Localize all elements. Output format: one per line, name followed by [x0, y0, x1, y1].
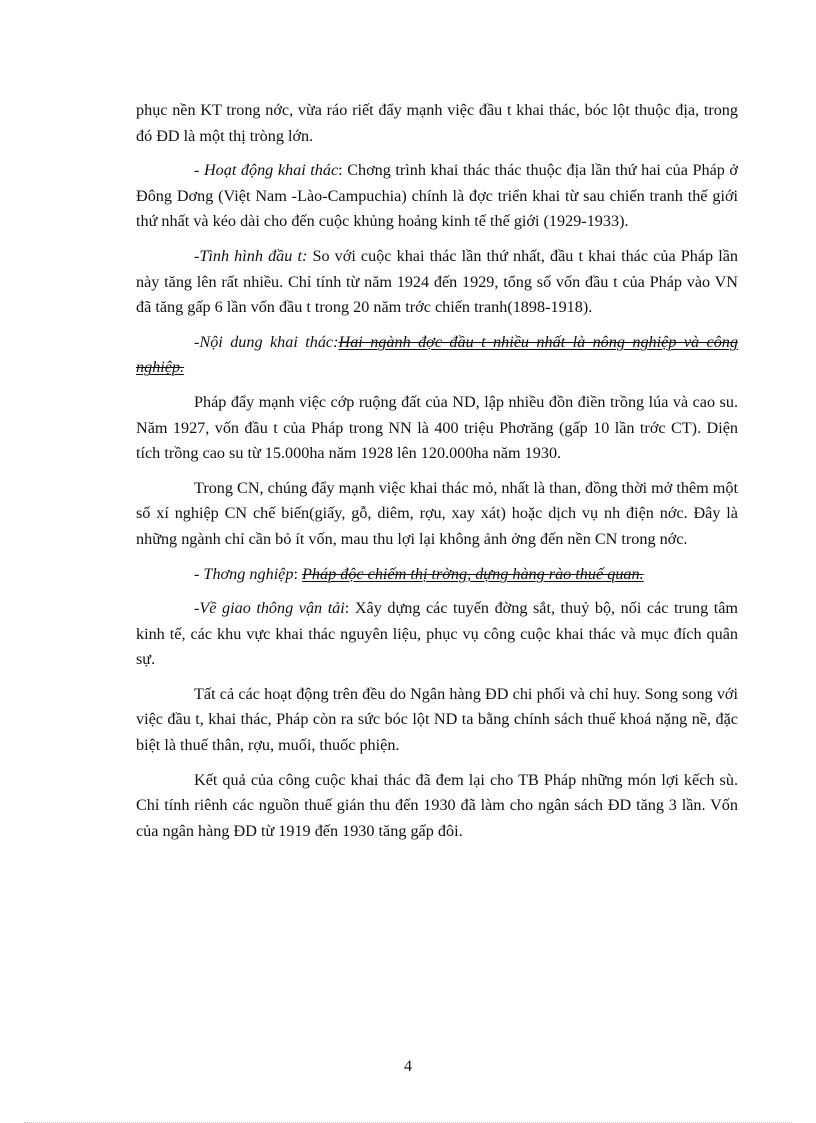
paragraph-tinh-hinh	[136, 244, 738, 321]
section-label: -Nội dung khai thác:	[194, 332, 339, 351]
paragraph-text: So với cuộc khai thác lần thứ nhất, đầu t khai thác của Pháp lần này tăng lên rất nhiều. Chỉ tính từ năm 1924 đến 1929, tổng số vốn đầu t của Pháp vào VN đã tăng gấp 6 lần vốn đầu t trong 20 năm trớc chiến tranh(1898-1918).	[136, 246, 738, 317]
paragraph-cong-nghiep	[136, 476, 738, 553]
paragraph-noi-dung	[136, 330, 738, 381]
paragraph-nong-nghiep	[136, 390, 738, 467]
underlined-text: Hai ngành đợc đầu t nhiều nhất là nông nghiệp và công nghiệp.	[136, 332, 738, 377]
paragraph-text: Tất cả các hoạt động trên đều do Ngân hàng ĐD chi phối và chỉ huy. Song song với việc đầu t, khai thác, Pháp còn ra sức bóc lột ND ta bằng chính sách thuế khoá nặng nề, đặc biệt là thuế thân, rợu, muối, thuốc phiện.	[136, 684, 738, 755]
paragraph-ngan-hang	[136, 682, 738, 759]
paragraph-text: : Xây dựng các tuyến đờng sắt, thuỷ bộ, nối các trung tâm kinh tế, các khu vực khai thác nguyên liệu, phục vụ công cuộc khai thác và mục đích quân sự.	[136, 599, 738, 669]
paragraph-thuong-nghiep	[136, 562, 738, 588]
paragraph-text: Kết quả của công cuộc khai thác đã đem lại cho TB Pháp những món lợi kếch sù. Chỉ tính riênh các nguồn thuế gián thu đến 1930 đã làm cho ngân sách ĐD tăng 3 lần. Vốn của ngân hàng ĐD từ 1919 đến 1930 tăng gấp đôi.	[136, 770, 738, 840]
document-body	[136, 98, 738, 853]
paragraph-text: :	[293, 564, 303, 583]
section-label: - Thơng nghiệp	[194, 564, 294, 583]
paragraph-hoat-dong	[136, 158, 738, 235]
paragraph-text: Trong CN, chúng đẩy mạnh việc khai thác mỏ, nhất là than, đồng thời mở thêm một số xí nghiệp CN chế biến(giấy, gỗ, diêm, rợu, xay xát) hoặc dịch vụ nh điện nớc. Đây là những ngành chỉ cần bỏ ít vốn, mau thu lợi lại không ảnh ởng đến nền CN trong nớc.	[136, 478, 738, 548]
paragraph-ket-qua	[136, 768, 738, 845]
section-label: -Tình hình đầu t:	[194, 246, 308, 265]
paragraph-intro	[136, 98, 738, 149]
paragraph-text: Pháp đẩy mạnh việc cớp ruộng đất của ND, lập nhiều đồn điền trồng lúa và cao su. Năm 1927, vốn đầu t của Pháp trong NN là 400 triệu Phơrăng (gấp 10 lần trớc CT). Diện tích trồng cao su từ 15.000ha năm 1928 lên 120.000ha năm 1930.	[136, 392, 738, 463]
underlined-text: Pháp độc chiếm thị trờng, dựng hàng rào thuế quan.	[302, 564, 644, 583]
paragraph-text: phục nền KT trong nớc, vừa ráo riết đẩy mạnh việc đầu t khai thác, bóc lột thuộc địa, trong đó ĐD là một thị tròng lớn.	[136, 101, 738, 145]
section-label: -Về giao thông vận tải	[194, 599, 345, 618]
paragraph-giao-thong	[136, 596, 738, 673]
page-number: 4	[404, 1058, 412, 1075]
section-label: - Hoạt động khai thác	[194, 161, 339, 180]
paragraph-text: : Chơng trình khai thác thác thuộc địa lần thứ hai của Pháp ở Đông Dơng (Việt Nam -Lào-Campuchia) chính là đợc triển khai từ sau chiến tranh thế giới thứ nhất và kéo dài cho đến cuộc khủng hoảng kinh tế thế giới (1929-1933).	[136, 161, 738, 231]
